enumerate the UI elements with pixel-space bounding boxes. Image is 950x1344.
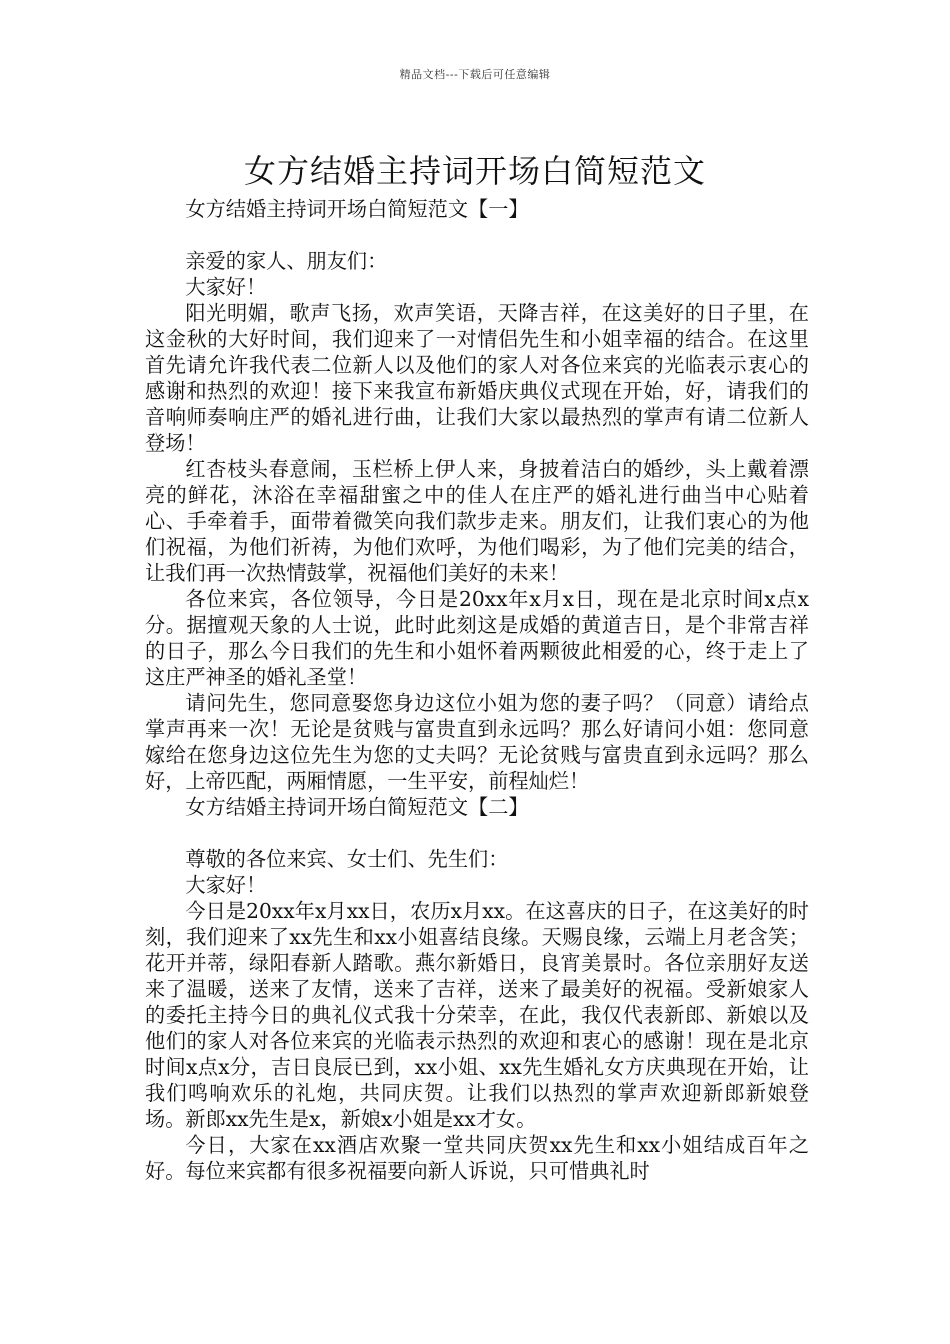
greeting-2: 尊敬的各位来宾、女士们、先生们： bbox=[185, 847, 509, 871]
header-note: 精品文档---下载后可任意编辑 bbox=[399, 68, 551, 81]
document-title: 女方结婚主持词开场白简短范文 bbox=[243, 152, 706, 191]
paragraph: 阳光明媚，歌声飞扬，欢声笑语，天降吉祥，在这美好的日子里，在这金秋的大好时间，我们迎来了一对情侣先生和小姐幸福的结合。在这里首先请允许我代表二位新人以及他们的家人对各位来宾的光临表示衷心的感谢和热烈的欢迎！接下来我宣布新婚庆典仪式现在开始，好，请我们的音响师奏响庄严的婚礼进行曲，让我们大家以最热烈的掌声有请二位新人登场！ bbox=[145, 301, 809, 455]
greeting-1: 亲爱的家人、朋友们： bbox=[185, 249, 388, 273]
paragraph: 请问先生，您同意娶您身边这位小姐为您的妻子吗？（同意）请给点掌声再来一次！无论是贫贱与富贵直到永远吗？那么好请问小姐：您同意嫁给在您身边这位先生为您的丈夫吗？无论贫贱与富贵直到永远吗？那么好，上帝匹配，两厢情愿，一生平安，前程灿烂！ bbox=[145, 691, 809, 793]
section-heading-2: 女方结婚主持词开场白简短范文【二】 bbox=[185, 795, 529, 819]
paragraph: 红杏枝头春意闹，玉栏桥上伊人来，身披着洁白的婚纱，头上戴着漂亮的鲜花，沐浴在幸福甜蜜之中的佳人在庄严的婚礼进行曲当中心贴着心、手牵着手，面带着微笑向我们款步走来。朋友们，让我们衷心的为他们祝福，为他们祈祷，为他们欢呼，为他们喝彩，为了他们完美的结合，让我们再一次热情鼓掌，祝福他们美好的未来！ bbox=[145, 457, 809, 585]
document-body bbox=[145, 196, 809, 1184]
section-heading-1: 女方结婚主持词开场白简短范文【一】 bbox=[185, 197, 529, 221]
hello-1: 大家好！ bbox=[185, 275, 267, 299]
paragraph: 各位来宾，各位领导，今日是20xx年x月x日，现在是北京时间x点x分。据擅观天象的人士说，此时此刻这是成婚的黄道吉日，是个非常吉祥的日子，那么今日我们的先生和小姐怀着两颗彼此相爱的心，终于走上了这庄严神圣的婚礼圣堂！ bbox=[145, 587, 809, 689]
paragraph: 今日，大家在xx酒店欢聚一堂共同庆贺xx先生和xx小姐结成百年之好。每位来宾都有很多祝福要向新人诉说，只可惜典礼时 bbox=[145, 1133, 809, 1183]
blank-line bbox=[145, 222, 809, 248]
paragraph: 今日是20xx年x月xx日，农历x月xx。在这喜庆的日子，在这美好的时刻，我们迎来了xx先生和xx小姐喜结良缘。天赐良缘，云端上月老含笑；花开并蒂，绿阳春新人踏歌。燕尔新婚日，良宵美景时。各位亲朋好友送来了温暖，送来了友情，送来了吉祥，送来了最美好的祝福。受新娘家人的委托主持今日的典礼仪式我十分荣幸，在此，我仅代表新郎、新娘以及他们的家人对各位来宾的光临表示热烈的欢迎和衷心的感谢！现在是北京时间x点x分，吉日良辰已到，xx小姐、xx先生婚礼女方庆典现在开始，让我们鸣响欢乐的礼炮，共同庆贺。让我们以热烈的掌声欢迎新郎新娘登场。新郎xx先生是x，新娘x小姐是xx才女。 bbox=[145, 899, 809, 1131]
blank-line bbox=[145, 820, 809, 846]
hello-2: 大家好！ bbox=[185, 873, 267, 897]
